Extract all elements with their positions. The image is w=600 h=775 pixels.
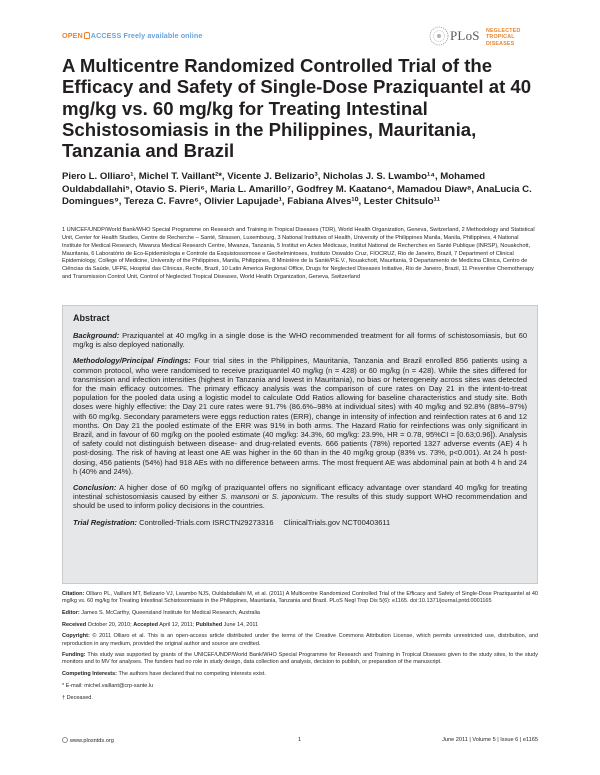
abstract-box (62, 305, 538, 584)
article-title: A Multicentre Randomized Controlled Trial of the Efficacy and Safety of Single-Dose Praziquantel at 40 mg/kg vs. 60 mg/kg for Treating Intestinal Schistosomiasis in the Philippines, Mauritania, Tanzania and Brazil (62, 55, 532, 162)
copyright-label: Copyright: (62, 633, 90, 640)
abstract-conclusion (73, 483, 527, 511)
freely-available-label: Freely available online (123, 31, 203, 40)
conclusion-text-2: or (259, 492, 272, 502)
citation-text: Olliaro PL, Vaillant MT, Belizario VJ, Lwambo NJS, Ouldabdallahi M, et al. (2011) A Multicentre Randomized Controlled Trial of the Efficacy and Safety of Single-Dose Praziquantel at 40 mg/kg vs. 60 mg/kg for Treating Intestinal Schistosomiasis in the Philippines, Mauritania, Tanzania and Brazil. PLoS Negl Trop Dis 5(6): e1165. doi:10.1371/journal.pntd.0001165 (62, 591, 538, 605)
corresponding-email: * E-mail: michel.vaillant@crp-sante.lu (62, 682, 154, 689)
abstract-registration (73, 518, 527, 527)
published-label: Published (195, 621, 223, 628)
plos-ntd-emblem-icon (428, 25, 450, 47)
page-number: 1 (298, 737, 302, 743)
dates (62, 622, 538, 629)
conclusion-text-3: . The results of this study support WHO recommendation and should be used to inform policy decisions in the countries. (73, 492, 528, 511)
journal-name-line-2: TROPICAL DISEASES (486, 34, 515, 47)
abstract-background (73, 331, 527, 349)
conclusion-species-2: S. japonicum (271, 492, 316, 502)
affiliation-list: 1 UNICEF/UNDP/World Bank/WHO Special Programme on Research and Training in Tropical Diseases (TDR), World Health Organization, Geneva, Switzerland, 2 Methodology and Statistical Unit, Center for Health Studies, Centre de Recherche – Santé, Strassen, Luxembourg, 3 National Institutes of Health, University of the Philippines Manila, Manila, Philippines, 4 National Institute for Medical Research, Mwanza Medical Research Centre, Mwanza, Tanzania, 5 Institut en Actes Médicaux, Institut National de Recherches en Santé Publique (INRSP), Nouakchott, Mauritania, 6 Laboratório de Eco-Epidemiologia e Controle da Esquistossomose e Geohelmintoses, Instituto Oswaldo Cruz, FIOCRUZ, Rio de Janeiro, Brazil, 7 Department of Clinical Epidemiology, College of Medicine, University of the Philippines, Manila, Philippines, 8 Ministère de la Santé/P.E.V., Nouakchott, Mauritania, 9 Departamento de Medicina Clínica, Centro de Ciências da Saúde, UFPE, Hospital das Clínicas, Recife, Brazil, 10 Latin America Regional Office, Drugs for Neglected Diseases Initiative, Rio de Janeiro, Brazil, 11 Preventive Chemotherapy and Transmission Control Unit, Control of Neglected Tropical Diseases, World Health Organization, Geneva, Switzerland (62, 227, 535, 281)
plos-wordmark: PLoS (450, 28, 480, 43)
globe-icon (62, 737, 68, 743)
conclusion-text-1: A higher dose of 60 mg/kg of praziquantel offers no significant efficacy advantage over standard 40 mg/kg for treating intestinal schistosomiasis caused by either (73, 483, 527, 502)
footer-website (62, 737, 114, 744)
funding-text: This study was supported by grants of the UNICEF/UNDP/World Bank/WHO Special Programme for Research and Training in Tropical Diseases given to the study sites, to the study monitors and to MV for analyses. The funders had no role in study design, data collection and analysis, decision to publish, or preparation of the manuscript. (62, 652, 538, 666)
deceased-note: † Deceased. (62, 694, 93, 701)
plos-logo (428, 22, 538, 52)
journal-name (486, 28, 538, 47)
abstract-heading: Abstract (73, 313, 110, 323)
editor (62, 610, 538, 617)
abstract-methods (73, 356, 527, 476)
author-list: Piero L. Olliaro¹, Michel T. Vaillant²*, Vicente J. Belizario³, Nicholas J. S. Lwambo¹⁴, Mohamed Ouldabdallahi⁵, Otavio S. Pieri⁶, Maria L. Amarillo⁷, Godfrey M. Kaatano⁴, Mamadou Diaw⁸, AnaLucia C. Domingues⁹, Tereza C. Favre⁶, Olivier Lapujade¹, Fabiana Alves¹⁰, Lester Chitsulo¹¹ (62, 171, 532, 208)
editor-text: James S. McCarthy, Queensland Institute for Medical Research, Australia (79, 609, 260, 616)
registration-label: Trial Registration: (73, 517, 138, 527)
conclusion-species-1: S. mansoni (220, 492, 260, 502)
editor-label: Editor: (62, 609, 80, 616)
open-access-lock-icon (84, 32, 90, 39)
accepted-date: April 12, 2011; (158, 621, 196, 628)
competing-interests (62, 671, 538, 678)
conclusion-label: Conclusion: (73, 483, 117, 493)
methods-label: Methodology/Principal Findings: (73, 356, 191, 366)
open-label: OPEN (62, 31, 83, 40)
received-date: October 20, 2010; (86, 621, 134, 628)
citation (62, 591, 538, 605)
access-label: ACCESS (90, 31, 122, 40)
received-label: Received (62, 621, 87, 628)
competing-interests-label: Competing Interests: (62, 671, 118, 678)
journal-header (62, 22, 538, 52)
funding (62, 652, 538, 666)
copyright (62, 633, 538, 647)
footer-site-url: www.plosntds.org (70, 738, 114, 744)
open-access-banner (62, 31, 202, 40)
published-date: June 14, 2011 (222, 621, 259, 628)
methods-text: Four trial sites in the Philippines, Mauritania, Tanzania and Brazil enrolled 856 patients using a common protocol, who were randomised to receive praziquantel 40 mg/kg (n = 428) or 60 mg/kg (n = 428). While the sites differed for transmission and infection intensities (highest in Tanzania and lowest in Mauritania), no bias or heterogeneity across sites was detected for the main efficacy outcomes. The primary efficacy analysis was the comparison of cure rates on Day 21 in the intent-to-treat population for the pooled data using a logistic model to calculate Odd Ratios allowing for baseline characteristics and study site. Both doses were highly effective: the Day 21 cure rates were 91.7% (86.6%–98% at individual sites) with 40 mg/kg and 92.8% (88%–97%) with 60 mg/kg. Secondary parameters were eggs reduction rates (ERR), change in intensity of infection and reinfection rates at 6 and 12 months. On Day 21 the pooled estimate of the ERR was 91% in both arms. The Hazard Ratio for reinfections was only significant in Brazil, and in favour of 60 mg/kg on the pooled estimate (40 mg/kg: 34.3%, 60 mg/kg: 23.9%, HR = 0.78, 95%CI = [0.63;0.96]). Analysis of safety could not distinguish between disease- and drug-related events. 666 patients (78%) reported 1327 adverse events (AE) 4 h post-dosing. The risk of having at least one AE was higher in the 60 than in the 40 mg/kg group (83% vs. 73%, p<0.001). At 24 h post-dosing, 456 patients (54%) had 918 AEs with no difference between arms. The most frequent AE was abdominal pain at both 4 h and 24 h (40% and 24%). (73, 356, 527, 476)
journal-name-line-1: NEGLECTED (486, 28, 521, 34)
registration-nct: ClinicalTrials.gov NCT00403611 (283, 517, 391, 527)
registration-isrctn: Controlled-Trials.com ISRCTN29273316 (137, 517, 274, 527)
citation-label: Citation: (62, 591, 85, 597)
accepted-label: Accepted (133, 621, 159, 628)
copyright-text: © 2011 Olliaro et al. This is an open-access article distributed under the terms of the Creative Commons Attribution License, which permits unrestricted use, distribution, and reproduction in any medium, provided the original author and source are credited. (62, 633, 538, 647)
competing-interests-text: The authors have declared that no competing interests exist. (117, 671, 266, 678)
background-label: Background: (73, 331, 120, 340)
page-footer (62, 735, 538, 747)
issue-info: June 2011 | Volume 5 | Issue 6 | e1165 (442, 737, 538, 743)
article-metadata (62, 591, 538, 706)
funding-label: Funding: (62, 652, 86, 659)
background-text: Praziquantel at 40 mg/kg in a single dose is the WHO recommended treatment for all forms of schistosomiasis, but 60 mg/kg is also deployed nationally. (73, 331, 527, 350)
